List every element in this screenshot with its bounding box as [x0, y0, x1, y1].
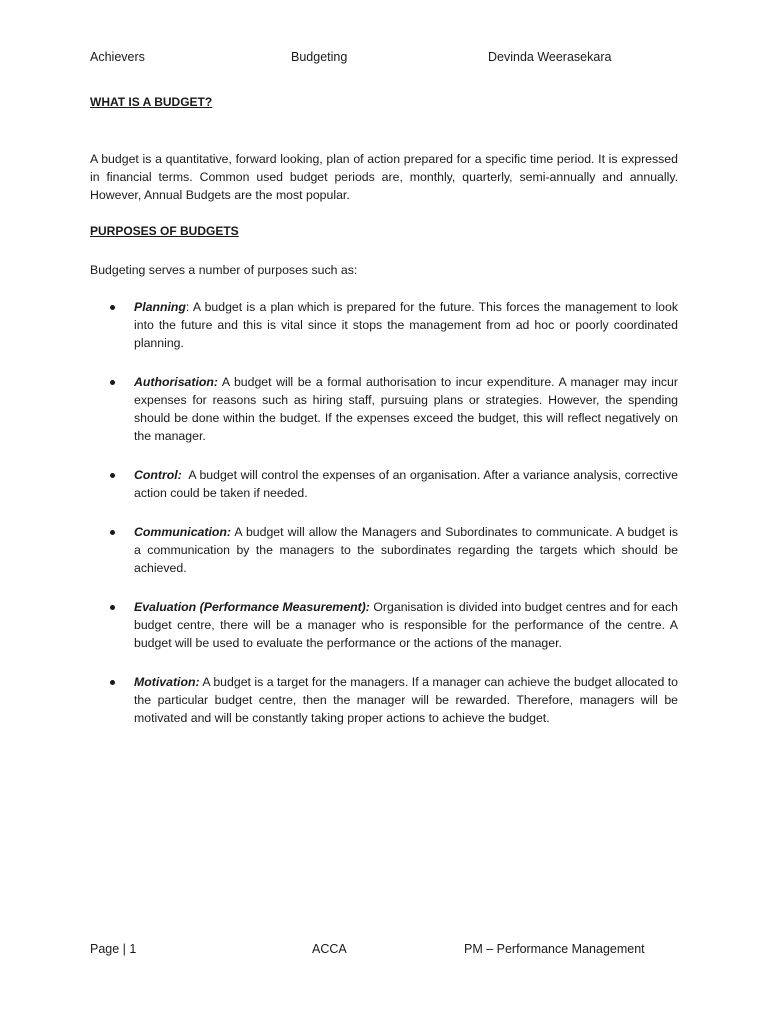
list-item [90, 523, 678, 577]
bullet-term: Evaluation (Performance Measurement): [134, 600, 370, 614]
bullet-separator: : [185, 300, 193, 314]
list-item [90, 466, 678, 502]
footer-right: PM – Performance Management [464, 942, 645, 956]
bullet-text: A budget will allow the Managers and Subordinates to communicate. A budget is a communication by the managers to the subordinates regarding the targets which should be achieved. [134, 525, 679, 575]
bullet-icon [110, 305, 115, 310]
list-item [90, 373, 678, 445]
bullet-icon [110, 605, 115, 610]
footer-center: ACCA [312, 942, 347, 956]
bullet-term: Planning [134, 300, 186, 314]
header-center: Budgeting [291, 50, 348, 64]
header-left: Achievers [90, 50, 145, 64]
bullet-text: A budget will be a formal authorisation to incur expenditure. A manager may incur expenses for reasons such as hiring staff, pursuing plans or strategies. However, the spending should be done within the budget. If the expenses exceed the budget, this will reflect negatively on the manager. [134, 375, 678, 443]
bullet-text: A budget is a target for the managers. If a manager can achieve the budget allocated to the particular budget centre, then the manager will be rewarded. Therefore, managers will be motivated and will be constantly taking proper actions to achieve the budget. [134, 675, 678, 725]
bullet-text: A budget will control the expenses of an organisation. After a variance analysis, corrective action could be taken if needed. [134, 468, 678, 500]
bullet-text: Organisation is divided into budget centres and for each budget centre, there will be a manager who is responsible for the performance of the centre. A budget will be used to evaluate the performance or the actions of the manager. [134, 600, 679, 650]
section-heading-purposes: PURPOSES OF BUDGETS [90, 224, 239, 238]
bullet-term: Communication: [134, 525, 232, 539]
section-heading-what-is-budget: WHAT IS A BUDGET? [90, 95, 213, 109]
intro-paragraph: A budget is a quantitative, forward looking, plan of action prepared for a specific time period. It is expressed in financial terms. Common used budget periods are, monthly, quarterly, semi-annually and annually. However, Annual Budgets are the most popular. [90, 152, 678, 202]
bullet-icon [110, 473, 115, 478]
footer-page-number: Page | 1 [90, 942, 137, 956]
purposes-list [90, 298, 678, 748]
page-header [90, 49, 690, 67]
list-item [90, 598, 678, 652]
bullet-term: Authorisation: [134, 375, 219, 389]
bullet-icon [110, 380, 115, 385]
header-right: Devinda Weerasekara [488, 50, 612, 64]
bullet-icon [110, 530, 115, 535]
list-item [90, 673, 678, 727]
purposes-lead: Budgeting serves a number of purposes such as: [90, 263, 358, 277]
list-item [90, 298, 678, 352]
bullet-term: Control: [134, 468, 182, 482]
page-footer [90, 941, 690, 959]
bullet-text: A budget is a plan which is prepared for the future. This forces the management to look into the future and this is vital since it stops the management from ad hoc or poorly coordinated planning. [134, 300, 679, 350]
bullet-term: Motivation: [134, 675, 200, 689]
bullet-icon [110, 680, 115, 685]
